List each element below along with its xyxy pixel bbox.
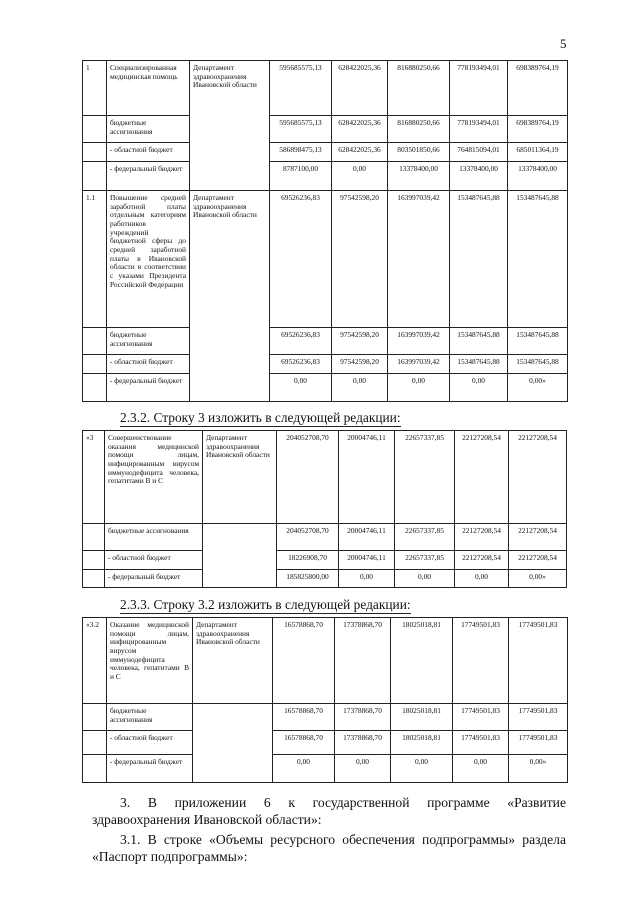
- section-heading-2-3-2: 2.3.2. Строку 3 изложить в следующей редакции:: [120, 410, 401, 425]
- row-name: бюджетные ассигнования: [107, 116, 190, 143]
- value-cell: 0,00»: [508, 374, 568, 402]
- row-number: «3: [83, 431, 105, 524]
- row-number: «3.2: [83, 618, 107, 704]
- value-cell: 18025018,81: [391, 731, 453, 755]
- value-cell: 17378868,70: [335, 704, 391, 731]
- row-department: Департамент здравоохранения Ивановской области: [190, 191, 270, 402]
- table-row: [83, 618, 568, 704]
- row-name: бюджетные ассигнования: [107, 704, 193, 731]
- value-cell: 22657337,85: [395, 524, 455, 551]
- value-cell: 595685575,13: [270, 116, 332, 143]
- row-name: - федеральный бюджет: [107, 755, 193, 783]
- value-cell: 764815094,01: [450, 143, 508, 162]
- value-cell: 22127208,54: [509, 551, 567, 570]
- value-cell: 803501850,66: [388, 143, 450, 162]
- value-cell: 153487645,88: [508, 328, 568, 355]
- value-cell: 18226908,70: [277, 551, 339, 570]
- value-cell: 698389764,19: [508, 116, 568, 143]
- row-department: Департамент здравоохранения Ивановской области: [190, 61, 270, 191]
- value-cell: 204052708,70: [277, 524, 339, 551]
- table-row: [83, 551, 567, 570]
- value-cell: 18025018,81: [391, 618, 453, 704]
- value-cell: 20004746,11: [339, 431, 395, 524]
- value-cell: 18025018,81: [391, 704, 453, 731]
- value-cell: 16578868,70: [273, 704, 335, 731]
- page-number: 5: [560, 36, 567, 51]
- funding-table-2: [82, 430, 567, 588]
- table-row: [83, 704, 568, 731]
- value-cell: 628422025,36: [332, 61, 388, 116]
- value-cell: 0,00»: [509, 755, 568, 783]
- value-cell: 0,00»: [509, 570, 567, 588]
- value-cell: 22127208,54: [455, 524, 509, 551]
- value-cell: 22127208,54: [455, 551, 509, 570]
- value-cell: 153487645,88: [450, 191, 508, 328]
- value-cell: 163997039,42: [388, 191, 450, 328]
- value-cell: 153487645,88: [508, 191, 568, 328]
- row-name: бюджетные ассигнования: [105, 524, 203, 551]
- value-cell: 0,00: [395, 570, 455, 588]
- row-number: 1: [83, 61, 107, 116]
- paragraph-3: [92, 794, 566, 828]
- value-cell: 69526236,83: [270, 355, 332, 374]
- value-cell: 778193494,01: [450, 61, 508, 116]
- value-cell: 13378400,00: [450, 162, 508, 191]
- value-cell: 816880250,66: [388, 116, 450, 143]
- section-heading-2-3-3: 2.3.3. Строку 3.2 изложить в следующей редакции:: [120, 597, 411, 612]
- row-name: - федеральный бюджет: [107, 162, 190, 191]
- value-cell: 0,00: [453, 755, 509, 783]
- table-row: [83, 570, 567, 588]
- row-name: - федеральный бюджет: [107, 374, 190, 402]
- paragraph-3-1-text: 3.1. В строке «Объемы ресурсного обеспечения подпрограммы» раздела «Паспорт подпрограммы»:: [92, 832, 566, 864]
- table-row: [83, 524, 567, 551]
- table-row: [83, 191, 568, 328]
- value-cell: 22127208,54: [509, 431, 567, 524]
- row-department: Департамент здравоохранения Ивановской области: [203, 431, 277, 524]
- row-name: бюджетные ассигнования: [107, 328, 190, 355]
- value-cell: 13378400,00: [388, 162, 450, 191]
- value-cell: 16578868,70: [273, 618, 335, 704]
- value-cell: 0,00: [339, 570, 395, 588]
- value-cell: 22657337,85: [395, 551, 455, 570]
- value-cell: 0,00: [335, 755, 391, 783]
- value-cell: 0,00: [388, 374, 450, 402]
- value-cell: 20004746,11: [339, 551, 395, 570]
- table-row: [83, 328, 568, 355]
- value-cell: 97542598,20: [332, 355, 388, 374]
- value-cell: 204052708,70: [277, 431, 339, 524]
- value-cell: 163997039,42: [388, 355, 450, 374]
- value-cell: 22657337,85: [395, 431, 455, 524]
- value-cell: 17378868,70: [335, 618, 391, 704]
- value-cell: 97542598,20: [332, 191, 388, 328]
- value-cell: 17378868,70: [335, 731, 391, 755]
- table-row: [83, 162, 568, 191]
- value-cell: 69526236,83: [270, 328, 332, 355]
- row-name: - областной бюджет: [107, 355, 190, 374]
- value-cell: 22127208,54: [455, 431, 509, 524]
- value-cell: 586898475,13: [270, 143, 332, 162]
- row-name: - областной бюджет: [107, 143, 190, 162]
- table-row: [83, 116, 568, 143]
- value-cell: 0,00: [332, 374, 388, 402]
- value-cell: 0,00: [332, 162, 388, 191]
- value-cell: 17749501,83: [509, 704, 568, 731]
- paragraph-3-1: [92, 831, 566, 865]
- row-name: - областной бюджет: [105, 551, 203, 570]
- value-cell: 153487645,88: [508, 355, 568, 374]
- value-cell: 20004746,11: [339, 524, 395, 551]
- value-cell: 69526236,83: [270, 191, 332, 328]
- table-row: [83, 355, 568, 374]
- value-cell: 13378400,00: [508, 162, 568, 191]
- value-cell: 0,00: [391, 755, 453, 783]
- table-row: [83, 431, 567, 524]
- row-name: Специализированная медицинская помощь: [107, 61, 190, 116]
- value-cell: 153487645,88: [450, 355, 508, 374]
- value-cell: 778193494,01: [450, 116, 508, 143]
- paragraph-3-text: 3. В приложении 6 к государственной программе «Развитие здравоохранения Ивановской области»:: [92, 795, 566, 827]
- table-row: [83, 731, 568, 755]
- row-name: Оказание медицинской помощи лицам, инфицированным вирусом иммунодефицита человека, гепатитами В и С: [107, 618, 193, 704]
- row-name: - федеральный бюджет: [105, 570, 203, 588]
- value-cell: 0,00: [455, 570, 509, 588]
- value-cell: 17749501,83: [509, 618, 568, 704]
- value-cell: 185825800,00: [277, 570, 339, 588]
- value-cell: 0,00: [450, 374, 508, 402]
- table-row: [83, 374, 568, 402]
- value-cell: 16578868,70: [273, 731, 335, 755]
- value-cell: 97542598,20: [332, 328, 388, 355]
- table-row: [83, 755, 568, 783]
- value-cell: 628422025,36: [332, 116, 388, 143]
- row-name: - областной бюджет: [107, 731, 193, 755]
- row-name: Совершенствование оказания медицинской помощи лицам, инфицированным вирусом иммунодефицита человека, гепатитами В и С: [105, 431, 203, 524]
- value-cell: 595685575,13: [270, 61, 332, 116]
- value-cell: 0,00: [273, 755, 335, 783]
- row-department: Департамент здравоохранения Ивановской области: [193, 618, 273, 704]
- table-row: [83, 61, 568, 116]
- value-cell: 22127208,54: [509, 524, 567, 551]
- value-cell: 17749501,83: [509, 731, 568, 755]
- value-cell: 17749501,83: [453, 731, 509, 755]
- value-cell: 816880250,66: [388, 61, 450, 116]
- value-cell: 153487645,88: [450, 328, 508, 355]
- value-cell: 17749501,83: [453, 618, 509, 704]
- value-cell: 163997039,42: [388, 328, 450, 355]
- value-cell: 698389764,19: [508, 61, 568, 116]
- value-cell: 8787100,00: [270, 162, 332, 191]
- value-cell: 685011364,19: [508, 143, 568, 162]
- row-number: 1.1: [83, 191, 107, 328]
- funding-table-3: [82, 617, 568, 783]
- value-cell: 17749501,83: [453, 704, 509, 731]
- value-cell: 628422025,36: [332, 143, 388, 162]
- funding-table-1: [82, 60, 568, 402]
- table-row: [83, 143, 568, 162]
- value-cell: 0,00: [270, 374, 332, 402]
- row-name: Повышение средней заработной платы отдельным категориям работников учреждений бюджетной сферы до средней заработной платы в Ивановской области в соответствии с указами Президента Российской Федерации: [107, 191, 190, 328]
